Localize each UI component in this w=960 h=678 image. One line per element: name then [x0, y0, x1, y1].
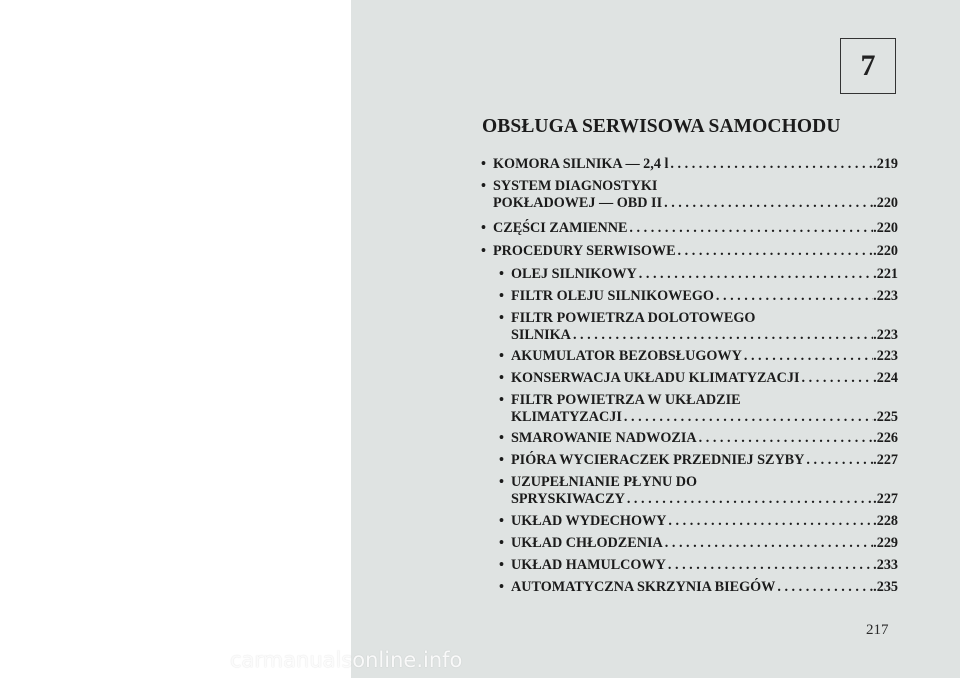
toc-page-ref: .227: [873, 491, 898, 507]
toc-subentry[interactable]: [499, 535, 898, 552]
dot-leader: [800, 370, 874, 387]
toc-page-ref: .229: [873, 535, 898, 551]
dot-leader: [666, 513, 873, 530]
toc-page-ref: .221: [873, 266, 898, 282]
bullet: •: [499, 392, 504, 408]
toc-entry-label-continued: KLIMATYZACJI: [511, 409, 622, 425]
bullet: •: [499, 579, 504, 595]
dot-leader: [775, 579, 873, 596]
bullet: •: [499, 452, 504, 468]
dot-leader: [663, 535, 873, 552]
toc-entry-label-continued: SILNIKA: [511, 327, 571, 343]
toc-entry-label: OLEJ SILNIKOWY: [511, 266, 637, 282]
toc-subentry[interactable]: [499, 579, 898, 596]
toc-subentry[interactable]: [499, 370, 898, 387]
toc-entry[interactable]: [481, 220, 898, 237]
toc-entry-label: PIÓRA WYCIERACZEK PRZEDNIEJ SZYBY: [511, 452, 805, 468]
toc-subentry[interactable]: [499, 266, 898, 283]
toc-entry-label: FILTR POWIETRZA W UKŁADZIE: [511, 392, 741, 408]
toc-entry-label: AUTOMATYCZNA SKRZYNIA BIEGÓW: [511, 579, 776, 595]
toc-subentry[interactable]: [499, 513, 898, 530]
toc-entry[interactable]: [481, 243, 898, 260]
toc-subentry[interactable]: [499, 474, 898, 508]
toc-subentry[interactable]: [499, 557, 898, 574]
toc-page-ref: .233: [873, 557, 898, 573]
toc-entry-label: FILTR POWIETRZA DOLOTOWEGO: [511, 310, 756, 326]
toc-page-ref: .220: [873, 243, 898, 259]
toc-subentry[interactable]: [499, 452, 898, 469]
dot-leader: [742, 348, 873, 365]
toc-subentry[interactable]: [499, 392, 898, 426]
toc-entry-label: AKUMULATOR BEZOBSŁUGOWY: [511, 348, 742, 364]
chapter-number-box: [840, 38, 896, 94]
toc-subentry[interactable]: [499, 348, 898, 365]
blank-left-page: [0, 0, 351, 678]
dot-leader: [627, 220, 873, 237]
toc-page-ref: .223: [873, 327, 898, 343]
toc-page-ref: .227: [873, 452, 898, 468]
toc-subentry[interactable]: [499, 310, 898, 344]
toc-entry-label: SYSTEM DIAGNOSTYKI: [493, 178, 658, 194]
bullet: •: [499, 513, 504, 529]
toc-entry-label: UKŁAD CHŁODZENIA: [511, 535, 663, 551]
bullet: •: [499, 348, 504, 364]
toc-page-ref: .225: [873, 409, 898, 425]
toc-subentry[interactable]: [499, 430, 898, 447]
dot-leader: [697, 430, 874, 447]
toc-entry-label: PROCEDURY SERWISOWE: [493, 243, 676, 259]
toc-page-ref: .228: [873, 513, 898, 529]
toc-page-ref: .220: [873, 195, 898, 211]
toc-entry-label: UKŁAD WYDECHOWY: [511, 513, 667, 529]
bullet: •: [481, 178, 486, 194]
toc-page-ref: .219: [873, 156, 898, 172]
bullet: •: [499, 557, 504, 573]
toc-entry[interactable]: [481, 178, 898, 212]
toc-entry-label: KOMORA SILNIKA — 2,4 l: [493, 156, 669, 172]
toc-page-ref: .223: [873, 288, 898, 304]
toc-entry-label: SMAROWANIE NADWOZIA: [511, 430, 697, 446]
toc-entry-label-continued: POKŁADOWEJ — OBD II: [493, 195, 663, 211]
section-title: OBSŁUGA SERWISOWA SAMOCHODU: [482, 116, 841, 137]
page-number: 217: [866, 622, 889, 638]
watermark: carmanualsonline.info: [230, 648, 463, 672]
bullet: •: [499, 370, 504, 386]
toc-entry[interactable]: [481, 156, 898, 173]
bullet: •: [499, 310, 504, 326]
dot-leader: [571, 327, 873, 344]
toc-page-ref: .224: [873, 370, 898, 386]
dot-leader: [714, 288, 873, 305]
toc-page-ref: .235: [873, 579, 898, 595]
dot-leader: [637, 266, 873, 283]
toc-entry-label: UKŁAD HAMULCOWY: [511, 557, 666, 573]
bullet: •: [481, 156, 486, 172]
toc-entry-label: UZUPEŁNIANIE PŁYNU DO: [511, 474, 698, 490]
bullet: •: [481, 220, 486, 236]
bullet: •: [499, 288, 504, 304]
chapter-number: 7: [860, 49, 876, 82]
bullet: •: [499, 266, 504, 282]
toc-page-ref: .223: [873, 348, 898, 364]
bullet: •: [499, 430, 504, 446]
manual-page: [351, 0, 960, 678]
toc-entry-label: FILTR OLEJU SILNIKOWEGO: [511, 288, 714, 304]
toc-page-ref: .220: [873, 220, 898, 236]
toc-entry-label-continued: SPRYSKIWACZY: [511, 491, 625, 507]
toc-entry-label: CZĘŚCI ZAMIENNE: [493, 220, 628, 236]
dot-leader: [666, 557, 873, 574]
dot-leader: [622, 409, 873, 426]
toc-entry-label: KONSERWACJA UKŁADU KLIMATYZACJI: [511, 370, 800, 386]
bullet: •: [499, 474, 504, 490]
toc-subentry[interactable]: [499, 288, 898, 305]
toc-page-ref: .226: [873, 430, 898, 446]
dot-leader: [662, 195, 873, 212]
dot-leader: [668, 156, 873, 173]
bullet: •: [499, 535, 504, 551]
dot-leader: [625, 491, 873, 508]
dot-leader: [676, 243, 874, 260]
dot-leader: [804, 452, 873, 469]
bullet: •: [481, 243, 486, 259]
